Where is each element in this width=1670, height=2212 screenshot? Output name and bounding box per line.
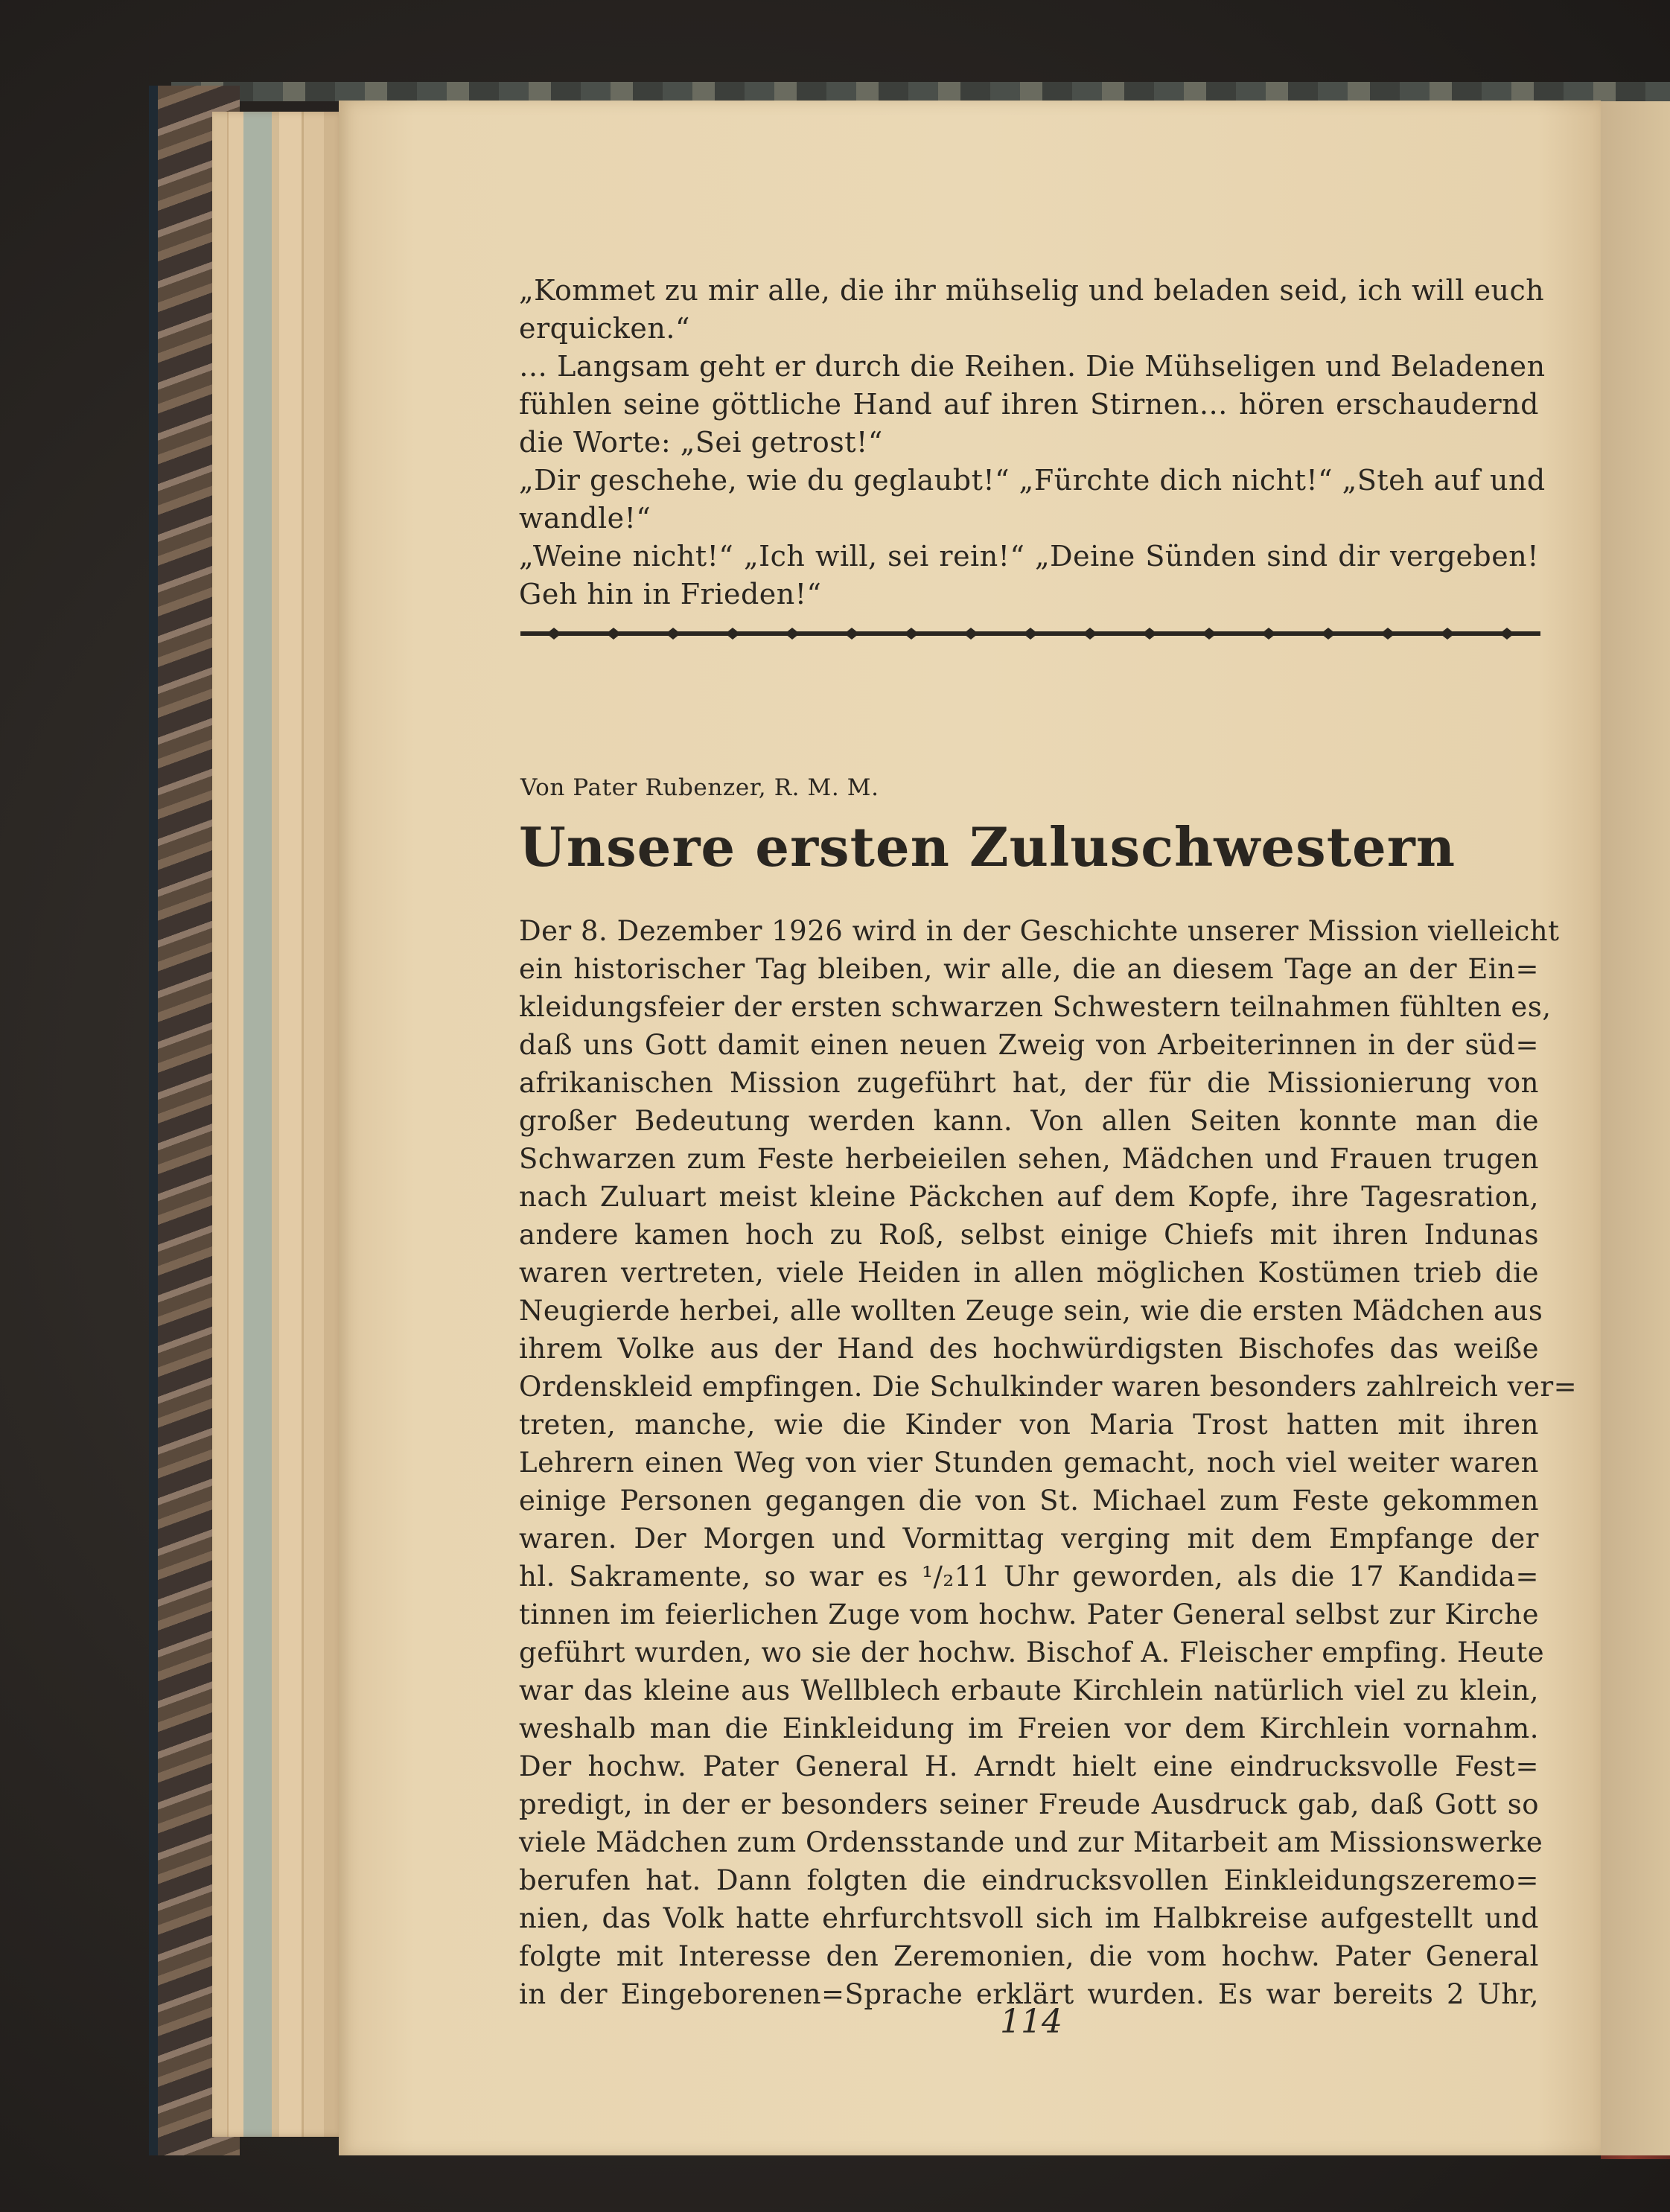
body-line: daß uns Gott damit einen neuen Zweig von Arbeiterinnen in der süd=	[519, 1029, 1539, 1061]
body-line: berufen hat. Dann folgten die eindrucksvollen Einkleidungszeremo=	[519, 1864, 1539, 1896]
body-line: hl. Sakramente, so war es ¹/₂11 Uhr geworden, als die 17 Kandida=	[519, 1561, 1539, 1593]
poem-line: erquicken.“	[519, 312, 690, 345]
body-line: andere kamen hoch zu Roß, selbst einige Chiefs mit ihren Indunas	[519, 1219, 1539, 1251]
body-line: einige Personen gegangen die von St. Michael zum Feste gekommen	[519, 1485, 1539, 1517]
body-line: Schwarzen zum Feste herbeieilen sehen, Mädchen und Frauen trugen	[519, 1143, 1539, 1175]
body-line: in der Eingeborenen=Sprache erklärt wurden. Es war bereits 2 Uhr,	[519, 1978, 1539, 2010]
body-line: geführt wurden, wo sie der hochw. Bischof A. Fleischer empfing. Heute	[519, 1636, 1545, 1668]
body-line: waren. Der Morgen und Vormittag verging mit dem Empfange der	[519, 1523, 1539, 1555]
body-line: Ordenskleid empfingen. Die Schulkinder waren besonders zahlreich ver=	[519, 1371, 1578, 1403]
body-line: afrikanischen Mission zugeführt hat, der für die Missionierung von	[519, 1067, 1539, 1099]
body-line: nien, das Volk hatte ehrfurchtsvoll sich im Halbkreise aufgestellt und	[519, 1902, 1539, 1934]
poem-line: „Dir geschehe, wie du geglaubt!“ „Fürchte dich nicht!“ „Steh auf und	[519, 464, 1546, 497]
body-line: großer Bedeutung werden kann. Von allen Seiten konnte man die	[519, 1105, 1539, 1137]
body-line: ihrem Volke aus der Hand des hochwürdigsten Bischofes das weiße	[519, 1333, 1539, 1365]
body-line: war das kleine aus Wellblech erbaute Kirchlein natürlich viel zu klein,	[519, 1674, 1539, 1706]
body-line: kleidungsfeier der ersten schwarzen Schwestern teilnahmen fühlten es,	[519, 991, 1552, 1023]
body-line: treten, manche, wie die Kinder von Maria Trost hatten mit ihren	[519, 1409, 1539, 1441]
book-page	[339, 101, 1601, 2155]
book-cover-top	[171, 82, 1670, 101]
body-line: predigt, in der er besonders seiner Freude Ausdruck gab, daß Gott so	[519, 1788, 1539, 1820]
poem-line: die Worte: „Sei getrost!“	[519, 426, 883, 459]
poem-line: „Kommet zu mir alle, die ihr mühselig und beladen seid, ich will euch	[519, 274, 1545, 307]
next-page-edge	[1601, 101, 1670, 2155]
body-line: viele Mädchen zum Ordensstande und zur Mitarbeit am Missionswerke	[519, 1826, 1543, 1858]
body-line: Der 8. Dezember 1926 wird in der Geschichte unserer Mission vielleicht	[519, 915, 1560, 947]
poem-line: fühlen seine göttliche Hand auf ihren Stirnen… hören erschaudernd	[519, 388, 1539, 421]
body-line: tinnen im feierlichen Zuge vom hochw. Pater General selbst zur Kirche	[519, 1599, 1539, 1631]
poem-line: … Langsam geht er durch die Reihen. Die Mühseligen und Beladenen	[519, 350, 1546, 383]
page-stack-edges	[212, 112, 346, 2137]
ornament-divider	[520, 628, 1540, 640]
body-line: folgte mit Interesse den Zeremonien, die vom hochw. Pater General	[519, 1940, 1539, 1972]
body-line: ein historischer Tag bleiben, wir alle, die an diesem Tage an der Ein=	[519, 953, 1539, 985]
body-line: Der hochw. Pater General H. Arndt hielt eine eindrucksvolle Fest=	[519, 1750, 1539, 1782]
body-line: Neugierde herbei, alle wollten Zeuge sein, wie die ersten Mädchen aus	[519, 1295, 1543, 1327]
poem-line: wandle!“	[519, 502, 651, 535]
poem-line: Geh hin in Frieden!“	[519, 578, 822, 611]
body-line: Lehrern einen Weg von vier Stunden gemacht, noch viel weiter waren	[519, 1447, 1539, 1479]
poem-line: „Weine nicht!“ „Ich will, sei rein!“ „Deine Sünden sind dir vergeben!	[519, 540, 1539, 573]
body-line: nach Zuluart meist kleine Päckchen auf dem Kopfe, ihre Tagesration,	[519, 1181, 1539, 1213]
page-number: 114	[1000, 2003, 1062, 2041]
body-line: weshalb man die Einkleidung im Freien vor dem Kirchlein vornahm.	[519, 1712, 1539, 1744]
article-headline: Unsere ersten Zuluschwestern	[519, 815, 1456, 879]
body-line: waren vertreten, viele Heiden in allen möglichen Kostümen trieb die	[519, 1257, 1539, 1289]
article-byline: Von Pater Rubenzer, R. M. M.	[520, 774, 879, 801]
